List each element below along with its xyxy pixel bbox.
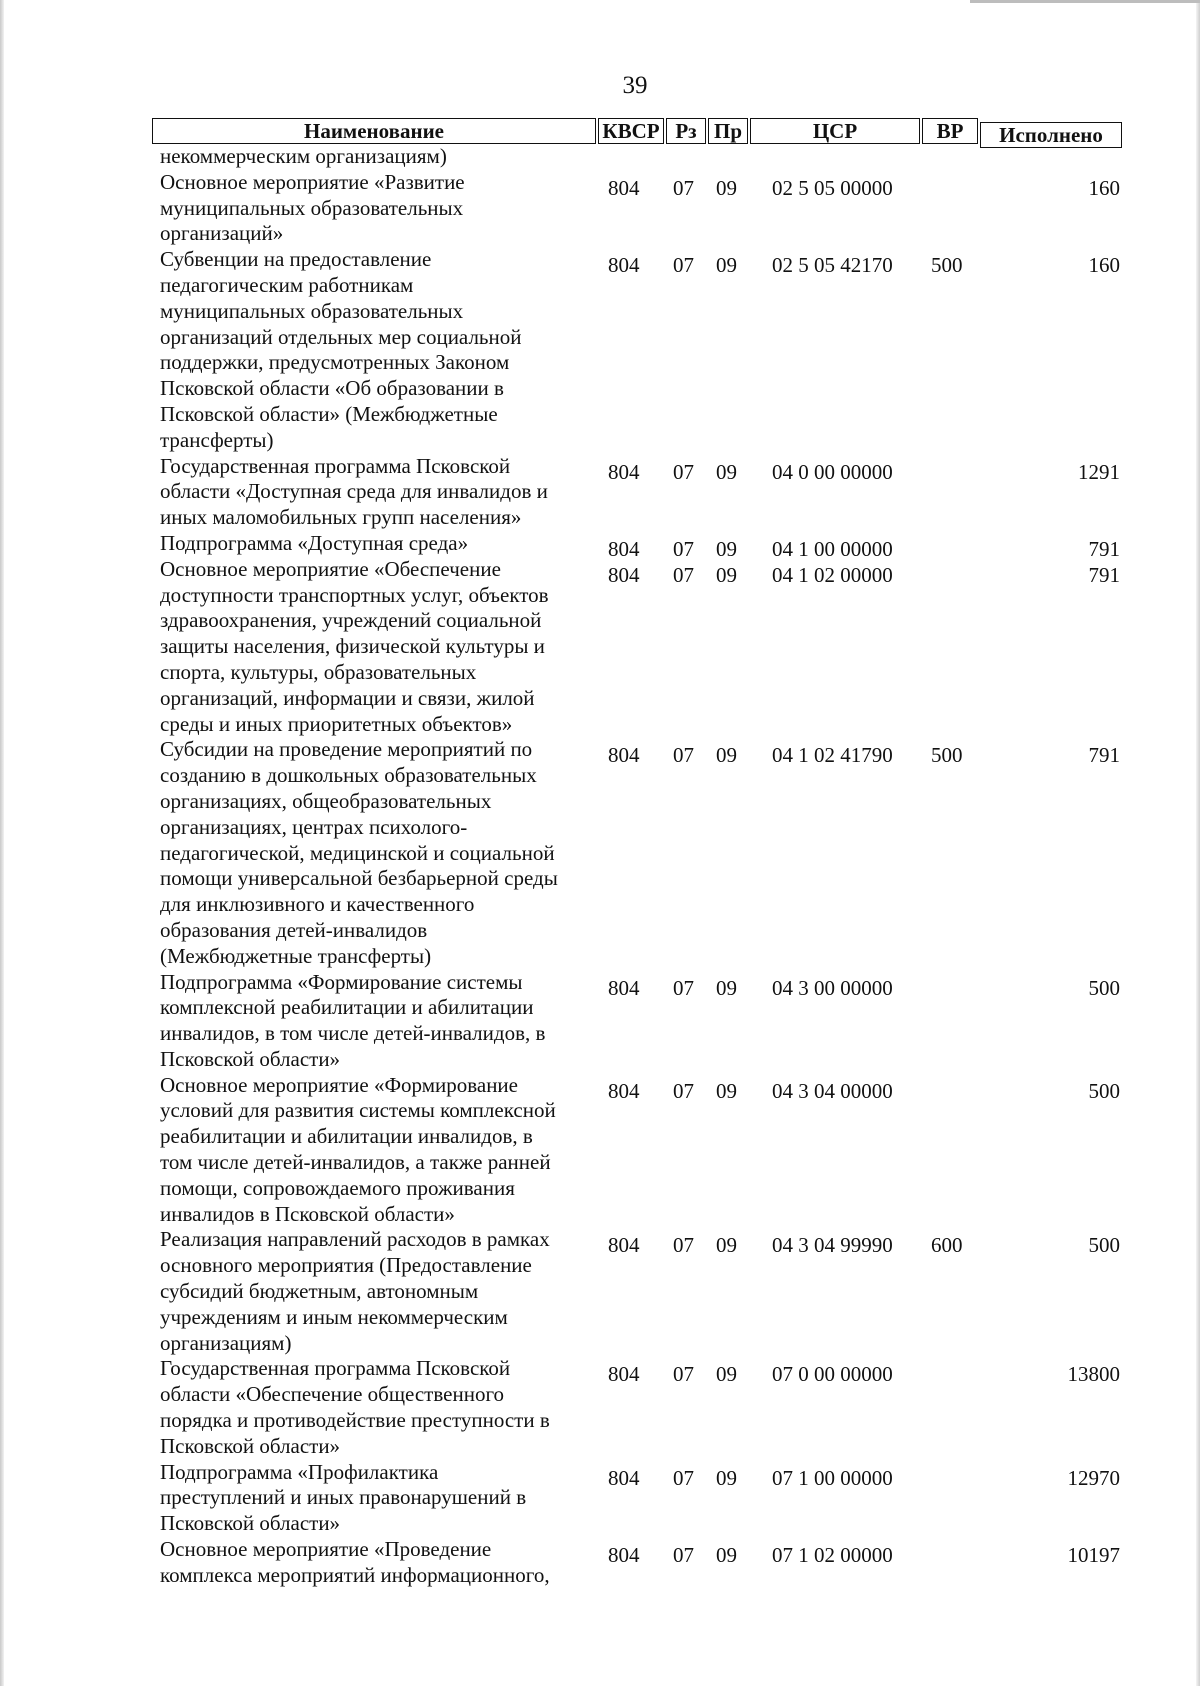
row-done: 12970	[1067, 1465, 1120, 1490]
row-csr: 07 0 00 00000	[772, 1362, 893, 1387]
row-csr: 07 1 00 00000	[772, 1465, 893, 1490]
row-name: Основное мероприятие «Формирование условий для развития системы комплексной реабилитации и абилитации инвалидов, в том числе детей-инвалидов, а также ранней помощи, сопровождаемого проживания инвалидов в Псковской области»	[160, 1072, 556, 1226]
row-name: Основное мероприятие «Обеспечение доступности транспортных услуг, объектов здравоохранения, учреждений социальной защиты населения, физической культуры и спорта, культуры, образовательных организаций, информации и связи, жилой среды и иных приоритетных объектов»	[160, 556, 549, 736]
row-rz: 07	[673, 975, 694, 1000]
row-done: 160	[1088, 253, 1120, 278]
row-vr: 600	[931, 1233, 963, 1258]
row-pr: 09	[716, 1362, 737, 1387]
row-rz: 07	[673, 1362, 694, 1387]
row-kvsr: 804	[608, 743, 640, 768]
table-row	[160, 970, 1120, 1073]
row-name: Подпрограмма «Формирование системы комплексной реабилитации и абилитации инвалидов, в том числе детей-инвалидов, в Псковской области»	[160, 969, 546, 1071]
row-csr: 04 3 04 00000	[772, 1078, 893, 1103]
row-csr: 02 5 05 42170	[772, 253, 893, 278]
row-pr: 09	[716, 975, 737, 1000]
header-kvsr: КВСР	[598, 118, 664, 144]
row-kvsr: 804	[608, 1465, 640, 1490]
row-csr: 07 1 02 00000	[772, 1543, 893, 1568]
row-name: Государственная программа Псковской области «Обеспечение общественного порядка и противодействие преступности в Псковской области»	[160, 1356, 550, 1458]
row-name: Основное мероприятие «Проведение комплекса мероприятий информационного,	[160, 1537, 550, 1587]
row-kvsr: 804	[608, 459, 640, 484]
table-row	[160, 1356, 1120, 1459]
row-pr: 09	[716, 1543, 737, 1568]
row-name: Государственная программа Псковской области «Доступная среда для инвалидов и иных маломобильных групп населения»	[160, 453, 548, 530]
row-pr: 09	[716, 743, 737, 768]
row-rz: 07	[673, 1233, 694, 1258]
row-kvsr: 804	[608, 1543, 640, 1568]
row-kvsr: 804	[608, 1233, 640, 1258]
row-pr: 09	[716, 536, 737, 561]
row-name: Основное мероприятие «Развитие муниципальных образовательных организаций»	[160, 169, 465, 246]
row-kvsr: 804	[608, 536, 640, 561]
row-done: 500	[1088, 975, 1120, 1000]
table-header	[152, 118, 1122, 146]
row-name: Подпрограмма «Доступная среда»	[160, 530, 469, 555]
row-name: Подпрограмма «Профилактика преступлений и иных правонарушений в Псковской области»	[160, 1459, 527, 1536]
page-number: 39	[622, 72, 648, 99]
header-done: Исполнено	[980, 122, 1122, 148]
row-csr: 04 0 00 00000	[772, 459, 893, 484]
table-row	[160, 530, 1120, 561]
row-kvsr: 804	[608, 1078, 640, 1103]
row-pr: 09	[716, 175, 737, 200]
table-row	[160, 454, 1120, 531]
row-name: Субвенции на предоставление педагогическим работникам муниципальных образовательных организаций отдельных мер социальной поддержки, предусмотренных Законом Псковской области «Об образовании в Псковской области» (Межбюджетные трансферты)	[160, 247, 522, 452]
row-vr: 500	[931, 253, 963, 278]
row-done: 791	[1088, 562, 1120, 587]
row-rz: 07	[673, 743, 694, 768]
header-pr: Пр	[708, 118, 748, 144]
table-row	[160, 170, 1120, 247]
row-name: Субсидии на проведение мероприятий по созданию в дошкольных образовательных организациях, общеобразовательных организациях, центрах психолого- педагогической, медицинской и социальной помощи универсальной безбарьерной среды для инклюзивного и качественного образования детей-инвалидов (Межбюджетные трансферты)	[160, 737, 558, 968]
row-csr: 04 1 00 00000	[772, 536, 893, 561]
row-csr: 04 3 00 00000	[772, 975, 893, 1000]
header-name: Наименование	[152, 118, 596, 144]
row-kvsr: 804	[608, 253, 640, 278]
row-rz: 07	[673, 536, 694, 561]
table-row	[160, 247, 1120, 453]
row-done: 1291	[1078, 459, 1120, 484]
row-rz: 07	[673, 1078, 694, 1103]
table-row	[160, 1227, 1120, 1356]
table-row	[160, 1460, 1120, 1537]
row-csr: 04 3 04 99990	[772, 1233, 893, 1258]
row-done: 10197	[1067, 1543, 1120, 1568]
table-row	[160, 557, 1120, 738]
row-done: 791	[1088, 743, 1120, 768]
row-pr: 09	[716, 459, 737, 484]
row-vr: 500	[931, 743, 963, 768]
row-pr: 09	[716, 1465, 737, 1490]
row-rz: 07	[673, 459, 694, 484]
row-pr: 09	[716, 1078, 737, 1103]
scan-edge-top	[970, 0, 1200, 3]
row-rz: 07	[673, 253, 694, 278]
header-rz: Рз	[666, 118, 706, 144]
row-done: 791	[1088, 536, 1120, 561]
row-done: 500	[1088, 1078, 1120, 1103]
row-kvsr: 804	[608, 562, 640, 587]
header-vr: ВР	[922, 118, 978, 144]
table-row	[160, 1537, 1120, 1589]
row-csr: 02 5 05 00000	[772, 175, 893, 200]
table-row	[160, 737, 1120, 969]
row-pr: 09	[716, 253, 737, 278]
row-rz: 07	[673, 175, 694, 200]
row-pr: 09	[716, 562, 737, 587]
row-rz: 07	[673, 562, 694, 587]
row-kvsr: 804	[608, 175, 640, 200]
row-done: 500	[1088, 1233, 1120, 1258]
row-pr: 09	[716, 1233, 737, 1258]
row-csr: 04 1 02 00000	[772, 562, 893, 587]
row-kvsr: 804	[608, 1362, 640, 1387]
row-name: Реализация направлений расходов в рамках основного мероприятия (Предоставление субсидий бюджетным, автономным учреждениям и иным некоммерческим организациям)	[160, 1227, 550, 1355]
table-body	[160, 144, 1120, 1589]
row-csr: 04 1 02 41790	[772, 743, 893, 768]
row-done: 160	[1088, 175, 1120, 200]
row-rz: 07	[673, 1465, 694, 1490]
table-row	[160, 1073, 1120, 1228]
row-rz: 07	[673, 1543, 694, 1568]
scan-edge-right	[1196, 0, 1200, 1686]
row-done: 13800	[1067, 1362, 1120, 1387]
scan-edge-left	[0, 0, 4, 1686]
header-csr: ЦСР	[750, 118, 920, 144]
row-name: некоммерческим организациям)	[160, 144, 447, 168]
table-row	[160, 144, 1120, 170]
row-kvsr: 804	[608, 975, 640, 1000]
